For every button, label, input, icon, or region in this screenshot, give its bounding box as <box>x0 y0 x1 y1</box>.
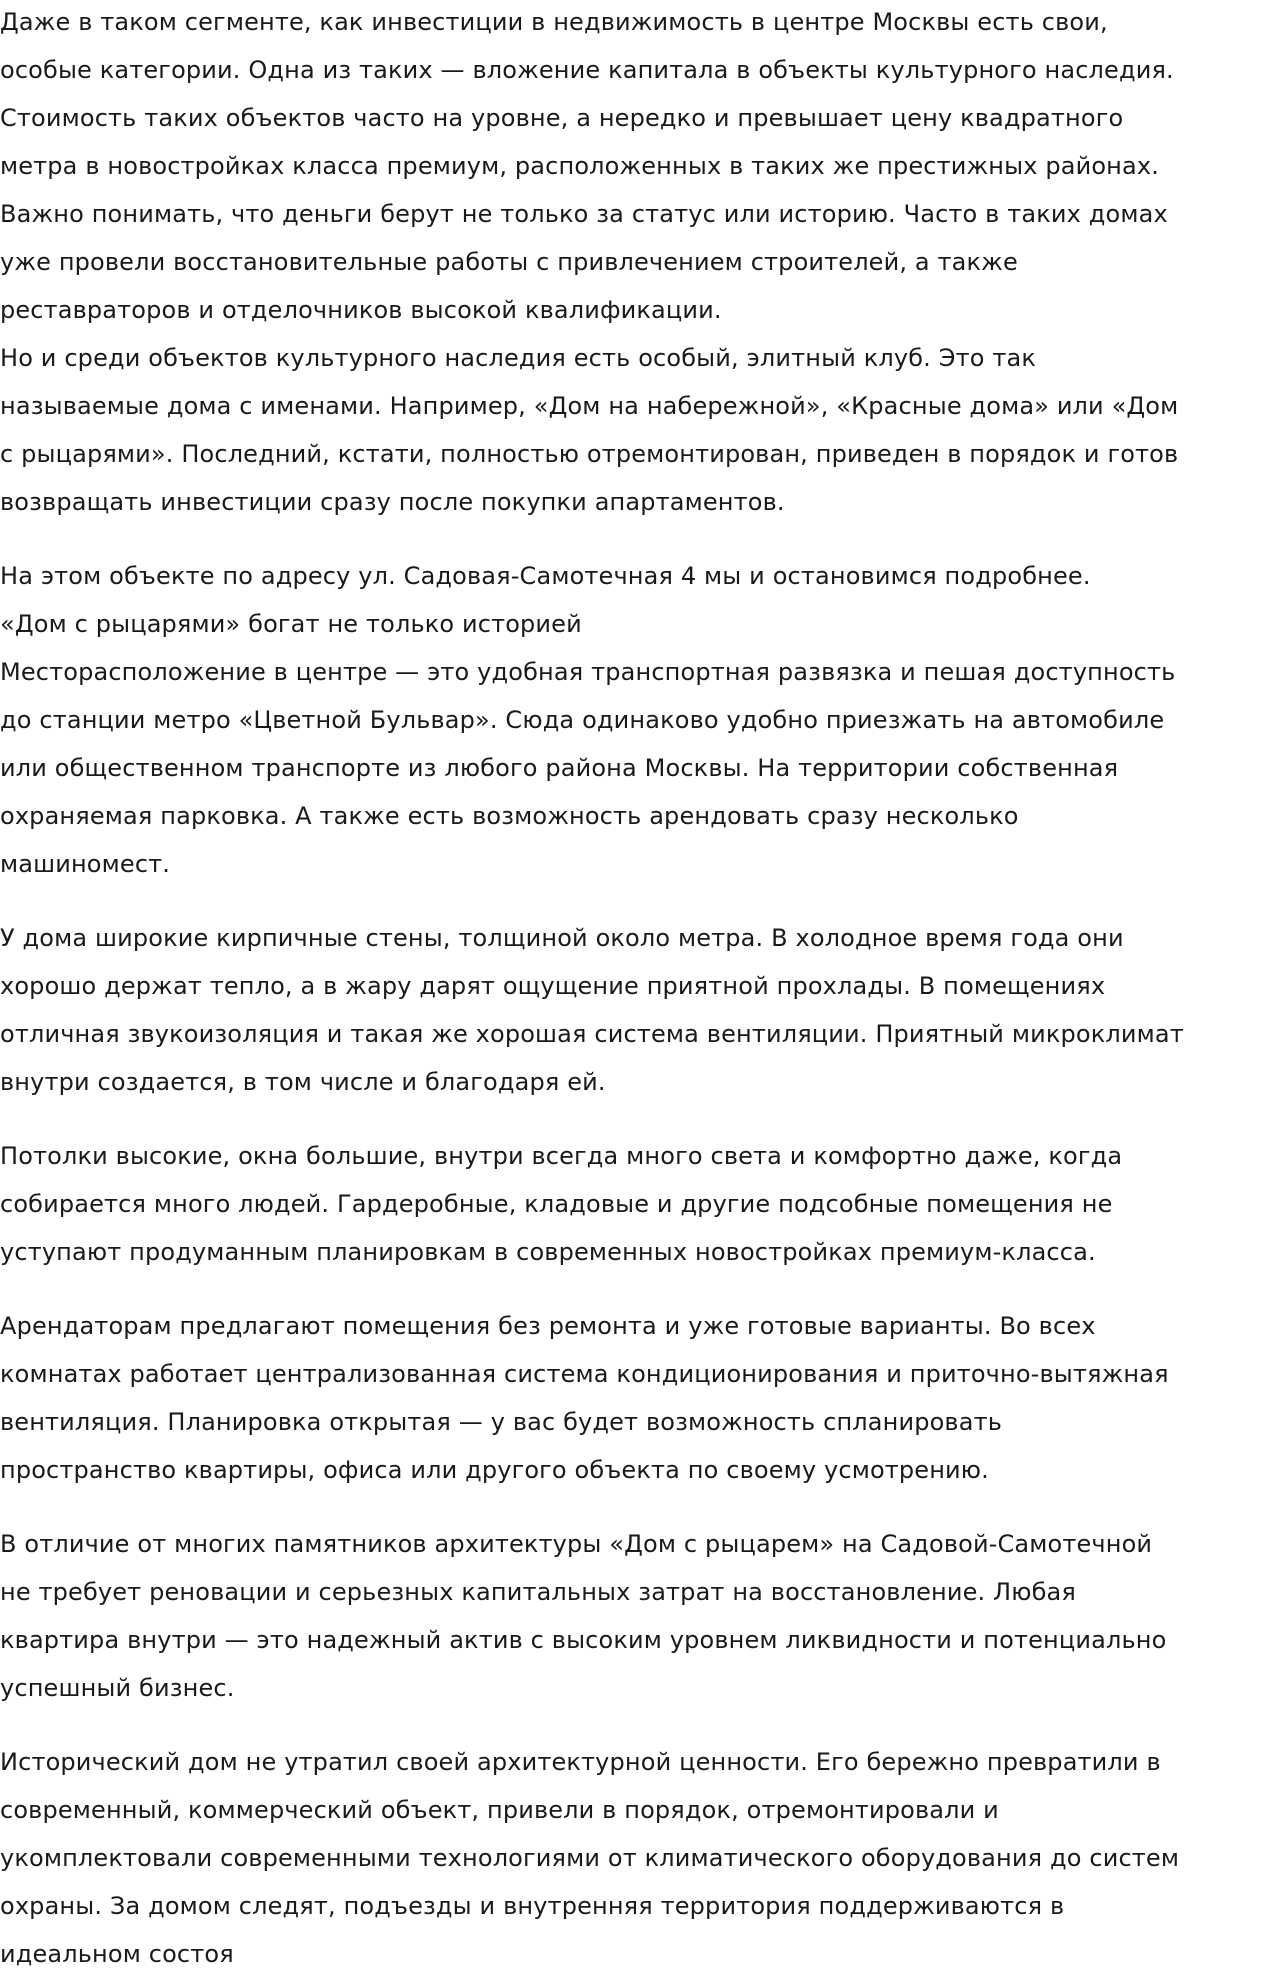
text-line: до станции метро «Цветной Бульвар». Сюда одинаково удобно приезжать на автомобиле <box>0 706 1165 734</box>
text-line: особые категории. Одна из таких — вложение капитала в объекты культурного наследия. <box>0 56 1174 84</box>
text-line: Исторический дом не утратил своей архитектурной ценности. Его бережно превратили в <box>0 1748 1161 1776</box>
paragraph-walls <box>0 914 1270 1106</box>
paragraph-intro <box>0 0 1270 526</box>
text-line: с рыцарями». Последний, кстати, полностью отремонтирован, приведен в порядок и готов <box>0 440 1179 468</box>
text-line: Даже в таком сегменте, как инвестиции в недвижимость в центре Москвы есть свои, <box>0 8 1108 36</box>
text-line: охраняемая парковка. А также есть возможность арендовать сразу несколько <box>0 802 1019 830</box>
text-line: машиномест. <box>0 850 171 878</box>
paragraph-renovation <box>0 1520 1270 1712</box>
text-line: возвращать инвестиции сразу после покупки апартаментов. <box>0 488 785 516</box>
text-line: успешный бизнес. <box>0 1674 235 1702</box>
text-line: укомплектовали современными технологиями от климатического оборудования до систем <box>0 1844 1180 1872</box>
text-line: охраны. За домом следят, подъезды и внутренняя территория поддерживаются в <box>0 1892 1065 1920</box>
text-line: не требует реновации и серьезных капитальных затрат на восстановление. Любая <box>0 1578 1077 1606</box>
text-line: Стоимость таких объектов часто на уровне, а нередко и превышает цену квадратного <box>0 104 1124 132</box>
text-line: метра в новостройках класса премиум, расположенных в таких же престижных районах. <box>0 152 1160 180</box>
paragraph-location <box>0 552 1270 888</box>
text-line: уже провели восстановительные работы с привлечением строителей, а также <box>0 248 1018 276</box>
text-line: хорошо держат тепло, а в жару дарят ощущение приятной прохлады. В помещениях <box>0 972 1106 1000</box>
text-line: современный, коммерческий объект, привели в порядок, отремонтировали и <box>0 1796 999 1824</box>
text-line: У дома широкие кирпичные стены, толщиной около метра. В холодное время года они <box>0 924 1124 952</box>
text-line: собирается много людей. Гардеробные, кладовые и другие подсобные помещения не <box>0 1190 1113 1218</box>
text-line: внутри создается, в том числе и благодаря ей. <box>0 1068 606 1096</box>
text-line: Арендаторам предлагают помещения без ремонта и уже готовые варианты. Во всех <box>0 1312 1096 1340</box>
text-line: вентиляция. Планировка открытая — у вас будет возможность спланировать <box>0 1408 1003 1436</box>
text-line: пространство квартиры, офиса или другого объекта по своему усмотрению. <box>0 1456 989 1484</box>
text-line: Важно понимать, что деньги берут не только за статус или историю. Часто в таких домах <box>0 200 1168 228</box>
text-line: отличная звукоизоляция и такая же хорошая система вентиляции. Приятный микроклимат <box>0 1020 1184 1048</box>
text-line: реставраторов и отделочников высокой квалификации. <box>0 296 722 324</box>
text-line: Месторасположение в центре — это удобная транспортная развязка и пешая доступность <box>0 658 1176 686</box>
text-line: В отличие от многих памятников архитектуры «Дом с рыцарем» на Садовой-Самотечной <box>0 1530 1153 1558</box>
paragraph-ceilings <box>0 1132 1270 1276</box>
text-line: комнатах работает централизованная система кондиционирования и приточно-вытяжная <box>0 1360 1169 1388</box>
paragraph-history <box>0 1738 1270 1978</box>
text-line: называемые дома с именами. Например, «Дом на набережной», «Красные дома» или «Дом <box>0 392 1179 420</box>
paragraph-tenants <box>0 1302 1270 1494</box>
text-line: «Дом с рыцарями» богат не только историей <box>0 610 582 638</box>
text-line: Потолки высокие, окна большие, внутри всегда много света и комфортно даже, когда <box>0 1142 1123 1170</box>
text-line: Но и среди объектов культурного наследия есть особый, элитный клуб. Это так <box>0 344 1037 372</box>
text-line: На этом объекте по адресу ул. Садовая-Самотечная 4 мы и остановимся подробнее. <box>0 562 1091 590</box>
text-line: уступают продуманным планировкам в современных новостройках премиум-класса. <box>0 1238 1096 1266</box>
text-line: квартира внутри — это надежный актив с высоким уровнем ликвидности и потенциально <box>0 1626 1167 1654</box>
text-line: или общественном транспорте из любого района Москвы. На территории собственная <box>0 754 1119 782</box>
text-line: идеальном состоя <box>0 1940 234 1968</box>
